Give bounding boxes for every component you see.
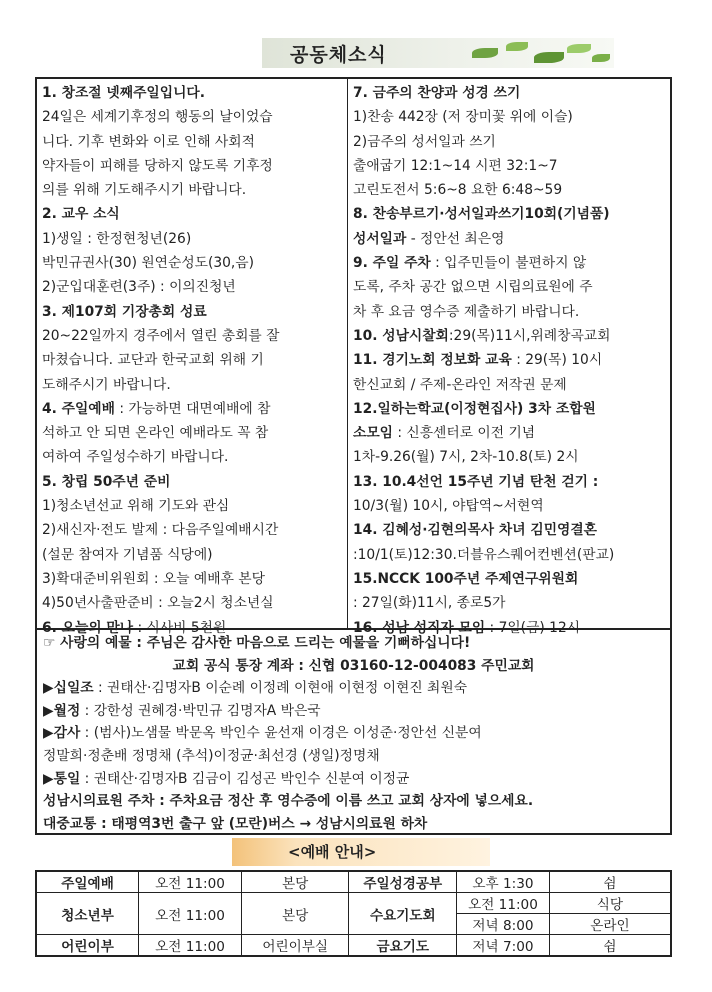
news-line: 고린도전서 5:6~8 요한 6:48~59 bbox=[353, 182, 563, 199]
news-line: (설문 참여자 기념품 식당에) bbox=[42, 546, 213, 563]
news-line: 여하여 주일성수하기 바랍니다. bbox=[42, 449, 229, 466]
offering-box bbox=[35, 628, 672, 835]
news-line: 8. 찬송부르기·성서일과쓰기10회(기념품) bbox=[353, 206, 610, 223]
news-line: 박민규권사(30) 원연순성도(30,음) bbox=[42, 255, 255, 272]
news-line: 2. 교우 소식 bbox=[42, 206, 120, 223]
offering-line: 교회 공식 통장 계좌 : 신협 03160-12-004083 주민교회 bbox=[172, 657, 535, 674]
service-name: 금요기도 bbox=[349, 935, 457, 957]
service-name: 주일성경공부 bbox=[349, 871, 457, 893]
service-place: 본당 bbox=[241, 893, 349, 935]
leaf-decoration-icon bbox=[567, 44, 591, 53]
news-line: 도해주시기 바랍니다. bbox=[42, 376, 171, 393]
service-place: 쉼 bbox=[549, 935, 671, 957]
news-line: 도록, 주차 공간 없으면 시립의료원에 주 bbox=[353, 279, 593, 296]
news-line: 1)청소년선교 위해 기도와 관심 bbox=[42, 498, 230, 515]
news-line: 1차-9.26(월) 7시, 2차-10.8(토) 2시 bbox=[353, 449, 579, 466]
news-line: 6. 오늘의 만나 : 식사비 5천원 bbox=[42, 619, 227, 636]
news-line: 2)군입대훈련(3주) : 이의진청년 bbox=[42, 279, 236, 296]
news-line: 약자들이 피해를 당하지 않도록 기후정 bbox=[42, 157, 273, 174]
news-line: 2)금주의 성서일과 쓰기 bbox=[353, 133, 496, 150]
leaf-decoration-icon bbox=[472, 48, 498, 58]
news-line: 출애굽기 12:1~14 시편 32:1~7 bbox=[353, 157, 558, 174]
news-line: 5. 창립 50주년 준비 bbox=[42, 473, 171, 490]
table-row bbox=[36, 893, 671, 914]
news-line: 마쳤습니다. 교단과 한국교회 위해 기 bbox=[42, 352, 264, 369]
leaf-decoration-icon bbox=[534, 52, 564, 63]
service-time: 오전 11:00 bbox=[139, 871, 242, 893]
service-place: 본당 bbox=[241, 871, 349, 893]
worship-schedule-table bbox=[35, 870, 672, 957]
offering-line: ☞ 사랑의 예물 : 주님은 감사한 마음으로 드리는 예물을 기뻐하십니다! bbox=[43, 635, 471, 651]
news-line: 20~22일까지 경주에서 열린 총회를 잘 bbox=[42, 327, 280, 344]
news-line: 3. 제107회 기장총회 성료 bbox=[42, 303, 207, 320]
service-place: 온라인 bbox=[549, 914, 671, 935]
service-place: 어린이부실 bbox=[241, 935, 349, 957]
service-place: 쉼 bbox=[549, 871, 671, 893]
news-line: 16. 성남 성직자 모임 : 7일(금) 12시 bbox=[353, 619, 581, 636]
news-line: : 27일(화)11시, 종로5가 bbox=[353, 595, 506, 612]
news-line: 석하고 안 되면 온라인 예배라도 꼭 참 bbox=[42, 425, 269, 442]
news-line: 10. 성남시찰회:29(목)11시,위례창곡교회 bbox=[353, 327, 611, 344]
table-row bbox=[36, 871, 671, 893]
news-line: 4. 주일예배 : 가능하면 대면예배에 참 bbox=[42, 400, 271, 417]
news-header-banner bbox=[262, 38, 614, 68]
offering-line: ▶월정 : 강한성 권혜경·박민규 김명자A 박은국 bbox=[43, 702, 321, 719]
news-line: 11. 경기노회 정보화 교육 : 29(목) 10시 bbox=[353, 352, 603, 369]
news-line: 1)찬송 442장 (저 장미꽃 위에 이슬) bbox=[353, 109, 573, 126]
news-line: 성서일과 - 정안선 최은영 bbox=[353, 230, 505, 247]
offering-line: ▶통일 : 권태산·김명자B 김금이 김성곤 박인수 신분여 이정균 bbox=[43, 770, 410, 787]
news-line: 1. 창조절 넷째주일입니다. bbox=[42, 85, 205, 101]
news-line: 의를 위해 기도해주시기 바랍니다. bbox=[42, 182, 247, 199]
offering-line: 성남시의료원 주차 : 주차요금 정산 후 영수증에 이름 쓰고 교회 상자에 넣으세요. bbox=[43, 793, 534, 810]
news-line: 차 후 요금 영수증 제출하기 바랍니다. bbox=[353, 303, 580, 320]
service-time: 저녁 7:00 bbox=[457, 935, 550, 957]
service-time: 저녁 8:00 bbox=[457, 914, 550, 935]
service-place: 식당 bbox=[549, 893, 671, 914]
leaf-decoration-icon bbox=[506, 42, 528, 51]
news-right-column bbox=[353, 81, 667, 640]
church-news-box bbox=[35, 77, 672, 636]
service-time: 오전 11:00 bbox=[139, 935, 242, 957]
news-line: 13. 10.4선언 15주년 기념 탄천 걷기 : bbox=[353, 473, 599, 490]
news-line: 14. 김혜성·김현의목사 차녀 김민영결혼 bbox=[353, 522, 598, 539]
service-name: 어린이부 bbox=[36, 935, 139, 957]
news-line: 니다. 기후 변화와 이로 인해 사회적 bbox=[42, 133, 255, 150]
service-name: 주일예배 bbox=[36, 871, 139, 893]
service-name: 수요기도회 bbox=[349, 893, 457, 935]
worship-guide-title: <예배 안내> bbox=[288, 843, 377, 861]
offering-line: ▶감사 : (범사)노샘물 박문옥 박인수 윤선재 이경은 이성준·정안선 신분여 bbox=[43, 725, 482, 742]
news-line: 3)확대준비위원회 : 오늘 예배후 본당 bbox=[42, 570, 265, 587]
offering-line: ▶십일조 : 권태산·김명자B 이순례 이정례 이현애 이현정 이현진 최원숙 bbox=[43, 680, 468, 697]
news-line: 12.일하는학교(이정현집사) 3차 조합원 bbox=[353, 400, 596, 417]
page-title: 공동체소식 bbox=[290, 44, 387, 66]
service-time: 오전 11:00 bbox=[139, 893, 242, 935]
news-line: 소모임 : 신흥센터로 이전 기념 bbox=[353, 425, 536, 442]
leaf-decoration-icon bbox=[592, 54, 610, 62]
news-line: 15.NCCK 100주년 주제연구위원회 bbox=[353, 570, 579, 587]
news-line: 9. 주일 주차 : 입주민들이 불편하지 않 bbox=[353, 255, 587, 272]
news-line: 4)50년사출판준비 : 오늘2시 청소년실 bbox=[42, 595, 274, 612]
service-time: 오후 1:30 bbox=[457, 871, 550, 893]
offering-line: 정말희·정춘배 정명채 (추석)이정균·최선경 (생일)정명채 bbox=[43, 748, 380, 764]
news-left-column bbox=[42, 81, 342, 640]
service-name: 청소년부 bbox=[36, 893, 139, 935]
news-line: 2)새신자·전도 발제 : 다음주일예배시간 bbox=[42, 522, 279, 539]
news-line: 7. 금주의 찬양과 성경 쓰기 bbox=[353, 85, 521, 101]
news-line: :10/1(토)12:30.더블유스퀘어컨벤션(판교) bbox=[353, 546, 615, 563]
news-line: 한신교회 / 주제-온라인 저작권 문제 bbox=[353, 376, 567, 393]
news-line: 1)생일 : 한정현청년(26) bbox=[42, 230, 192, 247]
service-time: 오전 11:00 bbox=[457, 893, 550, 914]
table-row bbox=[36, 935, 671, 957]
worship-guide-banner bbox=[232, 838, 490, 866]
column-divider bbox=[347, 79, 348, 628]
news-line: 10/3(월) 10시, 야탑역~서현역 bbox=[353, 498, 544, 515]
news-line: 24일은 세계기후정의 행동의 날이었습 bbox=[42, 109, 273, 126]
offering-line: 대중교통 : 태평역3번 출구 앞 (모란)버스 → 성남시의료원 하차 bbox=[43, 815, 428, 832]
